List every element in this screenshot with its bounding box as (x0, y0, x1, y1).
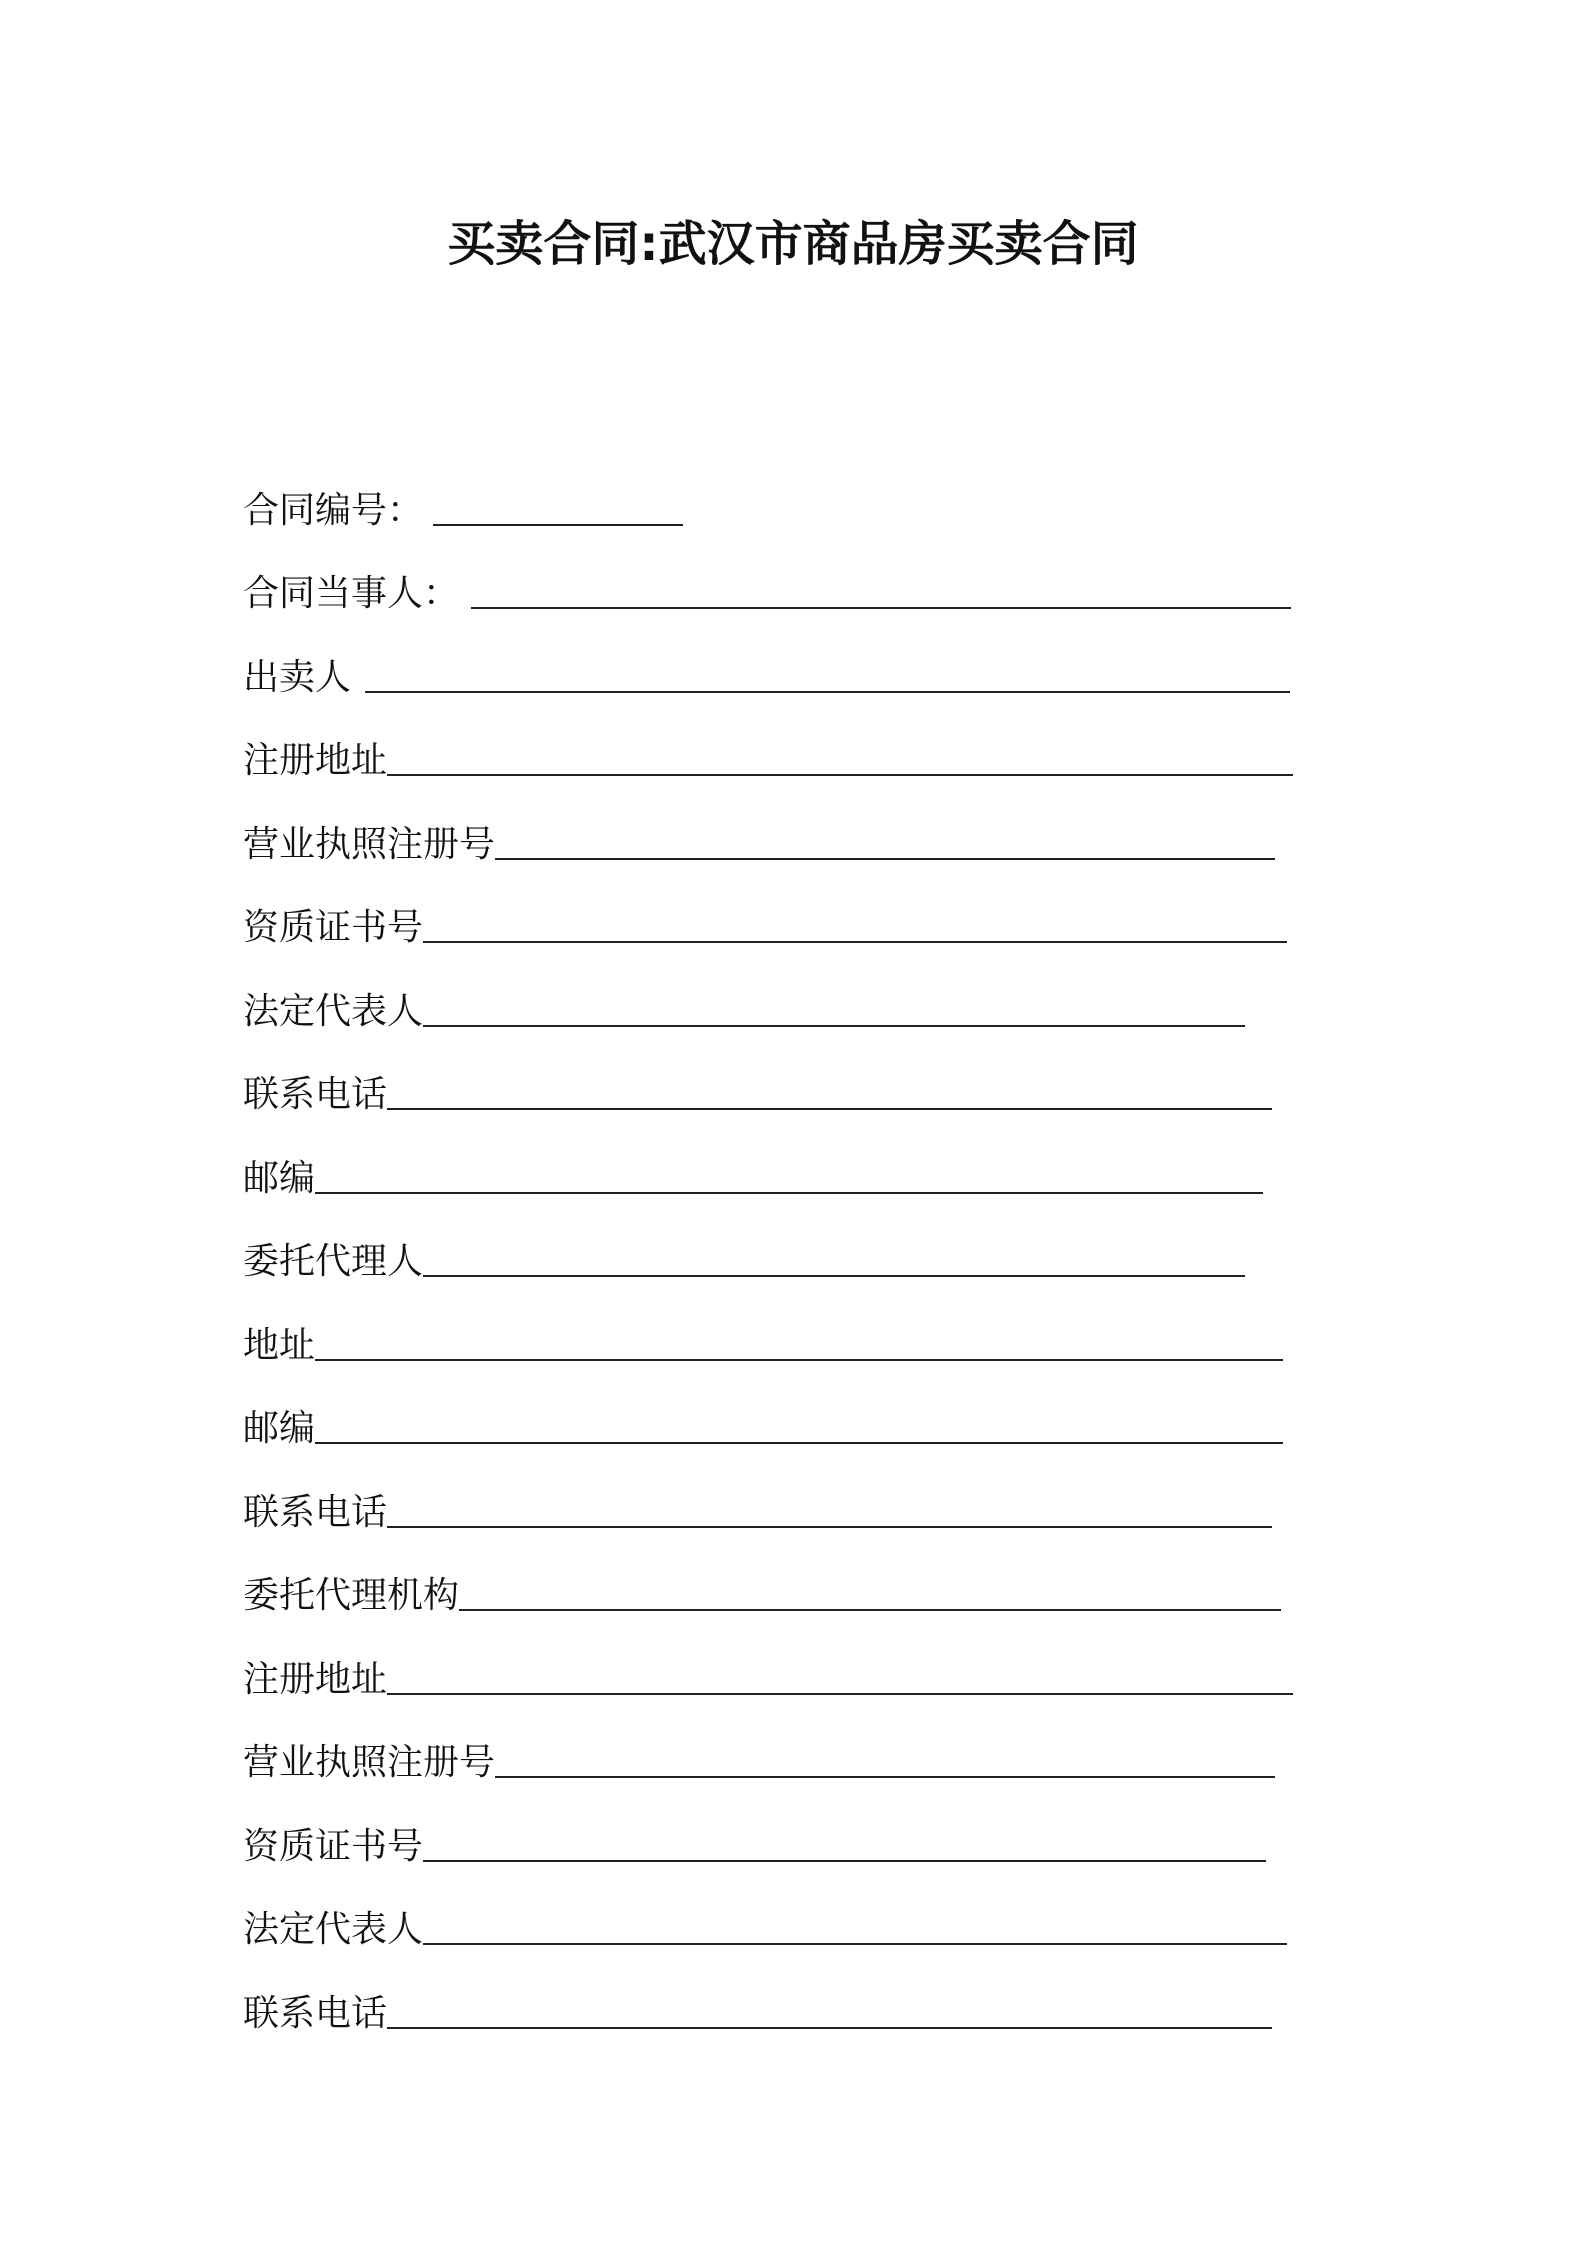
fill-in-blank (423, 941, 1287, 943)
fill-in-blank (423, 1275, 1245, 1277)
document-title: 买卖合同:武汉市商品房买卖合同 (447, 216, 1139, 272)
field-label: 合同编号： (243, 489, 424, 531)
field-agency (243, 1538, 1393, 1622)
field-label: 联系电话 (243, 1074, 388, 1115)
field-legal-rep-2 (243, 1872, 1393, 1956)
field-contract-number (243, 452, 1393, 536)
field-label: 邮编 (243, 1408, 316, 1449)
fill-in-blank (315, 1442, 1283, 1444)
field-registered-address-2 (243, 1621, 1393, 1705)
field-label: 委托代理人 (243, 1241, 424, 1282)
fill-in-blank (495, 858, 1275, 860)
fill-in-blank (459, 1609, 1281, 1611)
fill-in-blank (387, 1526, 1272, 1528)
party-info-fields (243, 452, 1393, 2039)
field-label: 注册地址 (243, 740, 388, 781)
field-phone-3 (243, 1955, 1393, 2039)
fill-in-blank (365, 691, 1290, 693)
field-qualification-cert (243, 870, 1393, 954)
field-label: 联系电话 (243, 1992, 388, 2034)
fill-in-blank (433, 524, 683, 526)
fill-in-blank (315, 1192, 1263, 1194)
field-label: 地址 (243, 1324, 316, 1366)
field-phone-2 (243, 1454, 1393, 1538)
fill-in-blank (387, 1693, 1293, 1695)
fill-in-blank (387, 1108, 1272, 1110)
field-label: 联系电话 (243, 1491, 388, 1533)
field-label: 出卖人 (243, 656, 352, 698)
field-contract-parties (243, 536, 1393, 620)
field-label: 合同当事人： (243, 573, 460, 614)
field-address (243, 1287, 1393, 1371)
field-qualification-cert-2 (243, 1788, 1393, 1872)
field-label: 营业执照注册号 (243, 1742, 496, 1783)
field-label: 资质证书号 (243, 907, 424, 948)
field-label: 法定代表人 (243, 990, 424, 1032)
field-business-license-2 (243, 1705, 1393, 1789)
fill-in-blank (315, 1359, 1283, 1361)
field-registered-address (243, 703, 1393, 787)
field-label: 资质证书号 (243, 1825, 424, 1867)
fill-in-blank (423, 1025, 1245, 1027)
fill-in-blank (387, 2027, 1272, 2029)
field-postcode-2 (243, 1371, 1393, 1455)
fill-in-blank (423, 1860, 1266, 1862)
field-phone (243, 1037, 1393, 1121)
field-label: 邮编 (243, 1157, 316, 1199)
field-business-license (243, 786, 1393, 870)
fill-in-blank (495, 1776, 1275, 1778)
field-label: 法定代表人 (243, 1909, 424, 1950)
fill-in-blank (387, 774, 1293, 776)
fill-in-blank (423, 1943, 1287, 1945)
field-label: 营业执照注册号 (243, 823, 496, 865)
fill-in-blank (471, 607, 1291, 609)
field-label: 委托代理机构 (243, 1575, 460, 1616)
field-postcode (243, 1120, 1393, 1204)
field-legal-rep (243, 953, 1393, 1037)
field-agent (243, 1204, 1393, 1288)
field-seller (243, 619, 1393, 703)
field-label: 注册地址 (243, 1658, 388, 1700)
